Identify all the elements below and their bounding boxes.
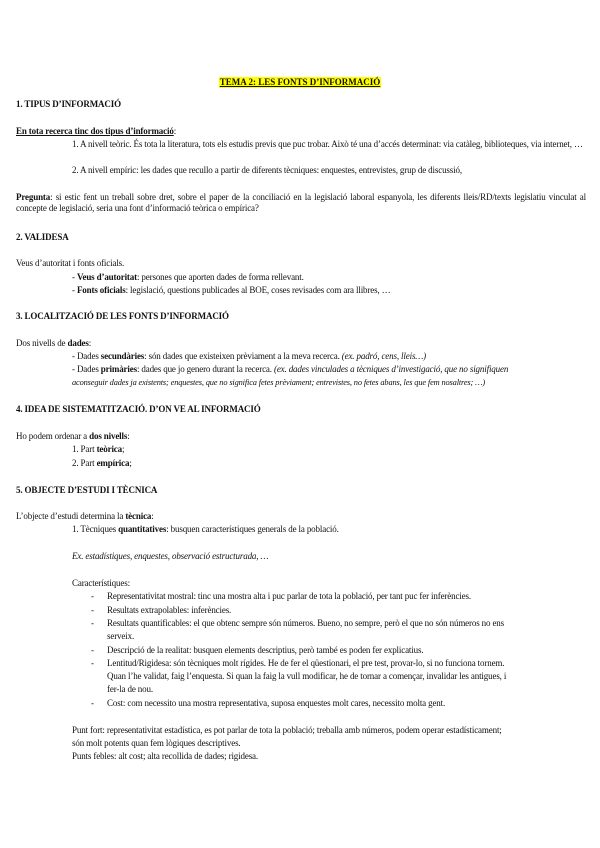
dash-bullet: - xyxy=(91,658,94,668)
document-title: TEMA 2: LES FONTS D’INFORMACIÓ xyxy=(219,77,381,87)
s4-item-2: 2. Part empírica; xyxy=(72,458,132,468)
section-4-heading: 4. IDEA DE SISTEMATITZACIÓ. D’ON VE AL INFORMACIÓ xyxy=(16,404,261,414)
s5-char-6: Cost: com necessito una mostra representativa, suposa enquestes molt cares, necessito molta gent. xyxy=(107,698,446,708)
s3-bullet-secondary: - Dades secundàries: són dades que existeixen prèviament a la meva recerca. (ex. padró, cens, lleis…) xyxy=(72,351,426,361)
document-title-wrap xyxy=(0,72,600,90)
s1-item-1: 1. A nivell teòric. És tota la literatura, tots els estudis previs que puc trobar. Això té una d’accés determinat: via catàleg, biblioteques, via internet, … xyxy=(72,139,583,149)
s5-char-2: Resultats extrapolables: inferències. xyxy=(107,605,232,615)
s5-char-1: Representativitat mostral: tinc una mostra alta i puc parlar de tota la població, per tant puc fer inferències. xyxy=(107,591,471,601)
dash-bullet: - xyxy=(91,698,94,708)
s5-strong-points-cont: són molt potents quan fem lògiques descriptives. xyxy=(72,738,241,748)
s4-item-1: 1. Part teòrica; xyxy=(72,444,125,454)
section-3-heading: 3. LOCALITZACIÓ DE LES FONTS D’INFORMACIÓ xyxy=(16,311,229,321)
s3-bullet-primary-cont: aconseguir dades ja existents; enquestes, que no significa fetes prèviament; entrevistes, no fetes abans, les que fem nosaltres; …) xyxy=(72,378,486,387)
s1-item-2: 2. A nivell empíric: les dades que recullo a partir de diferents tècniques: enquestes, entrevistes, grup de discussió, xyxy=(72,165,462,175)
s3-intro: Dos nivells de dades: xyxy=(16,338,92,348)
s5-examples: Ex. estadístiques, enquestes, observació estructurada, … xyxy=(72,551,269,561)
s2-bullet-1: - Veus d’autoritat: persones que aporten dades de forma rellevant. xyxy=(72,272,304,282)
s4-intro: Ho podem ordenar a dos nivells: xyxy=(16,431,130,441)
s5-char-3-cont: serveix. xyxy=(107,631,135,641)
dash-bullet: - xyxy=(91,605,94,615)
s5-weak-points: Punts febles: alt cost; alta recollida de dades; rigidesa. xyxy=(72,751,258,761)
s5-char-3: Resultats quantificables: el que obtenc sempre són números. Bueno, no sempre, però el que no són números no ens xyxy=(107,618,505,628)
s1-intro: En tota recerca tinc dos tipus d’informació: xyxy=(16,126,177,136)
s2-bullet-2: - Fonts oficials: legislació, questions publicades al BOE, coses revisades com ara llibres, … xyxy=(72,285,391,295)
dash-bullet: - xyxy=(91,645,94,655)
s5-char-5: Lentitud/Rigidesa: són tècniques molt rígides. He de fer el qüestionari, el pre test, provar-lo, si no funciona tornem. xyxy=(107,658,505,668)
s5-char-4: Descripció de la realitat: busquen elements descriptius, però també es poden fer explicatius. xyxy=(107,645,424,655)
dash-bullet: - xyxy=(91,618,94,628)
section-5-heading: 5. OBJECTE D’ESTUDI I TÈCNICA xyxy=(16,485,158,495)
s3-bullet-primary: - Dades primàries: dades que jo genero durant la recerca. (ex. dades vinculades a tècniques d’investigació, que no signifiquen xyxy=(72,364,509,374)
s5-technique-1: 1. Tècniques quantitatives: busquen característiques generals de la població. xyxy=(72,524,339,534)
section-1-heading: 1. TIPUS D’INFORMACIÓ xyxy=(16,99,121,109)
s5-char-5-cont-1: Quan l’he validat, faig l’enquesta. Si quan la faig la vull modificar, he de tornar a començar, invalidar les antigues, i xyxy=(107,671,507,681)
s5-characteristics-label: Característiques: xyxy=(72,578,130,588)
s5-strong-points: Punt fort: representativitat estadística, es pot parlar de tota la població; treballa amb números, podem operar estadísticament; xyxy=(72,725,502,735)
s5-intro: L’objecte d’estudi determina la tècnica: xyxy=(16,511,154,521)
s5-char-5-cont-2: fer-la de nou. xyxy=(107,684,153,694)
section-2-heading: 2. VALIDESA xyxy=(16,232,69,242)
dash-bullet: - xyxy=(91,591,94,601)
s2-intro: Veus d’autoritat i fonts oficials. xyxy=(16,258,125,268)
s1-question: Pregunta: si estic fent un treball sobre dret, sobre el paper de la conciliació en la legislació laboral espanyola, les diferents lleis/RD/texts legislatiu vinculat al concepte de legislació, seria una font d’informació teòrica o empírica? xyxy=(16,192,586,213)
